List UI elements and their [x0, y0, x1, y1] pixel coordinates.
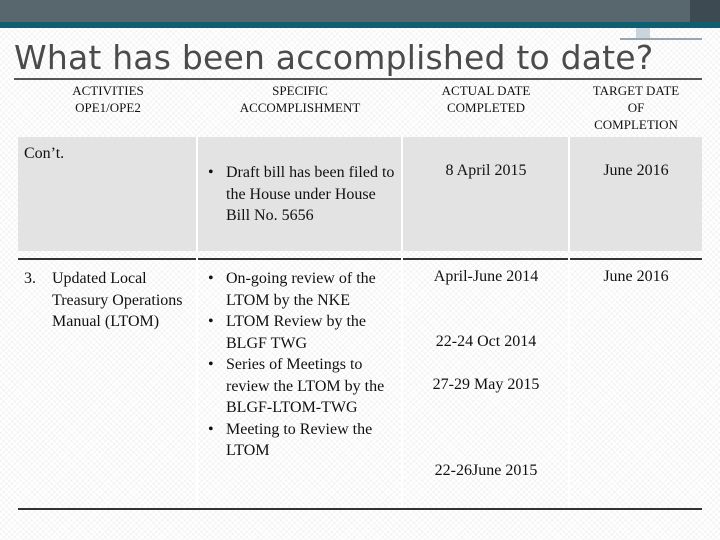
header-actual-line1: ACTUAL DATE	[441, 83, 531, 98]
top-decor-band-dark	[690, 0, 720, 22]
accomplishment-text: Draft bill has been filed to the House under House Bill No. 5656	[226, 164, 395, 224]
accent-decor-bar	[636, 28, 650, 38]
actual-date: 22-26June 2015	[434, 462, 538, 479]
list-item	[202, 354, 402, 419]
header-activities-line1: ACTIVITIES	[72, 83, 144, 98]
header-accomplishment-line2: ACCOMPLISHMENT	[239, 100, 361, 115]
header-actual-date	[406, 82, 566, 116]
header-target-date	[570, 82, 702, 133]
header-accomplishment	[200, 82, 400, 116]
bullet-icon: •	[208, 164, 214, 181]
accomplishment-text: Meeting to Review the LTOM	[226, 420, 373, 459]
column-separator	[568, 137, 570, 251]
header-target-line3: COMPLETION	[594, 117, 678, 132]
teal-decor-band	[0, 22, 720, 28]
target-date: June 2016	[603, 162, 669, 179]
actual-date: 8 April 2015	[445, 162, 527, 179]
accomplishment-text: On-going review of the LTOM by the NKE	[226, 270, 376, 309]
bullet-icon: •	[208, 356, 214, 373]
header-activities-line2: OPE1/OPE2	[75, 100, 141, 115]
title-underline	[14, 78, 702, 80]
header-target-line1: TARGET DATE	[592, 83, 680, 98]
header-actual-line2: COMPLETED	[447, 100, 525, 115]
row1-accomplishment-list	[202, 162, 402, 227]
target-date: June 2016	[603, 268, 669, 285]
header-accomplishment-line1: SPECIFIC	[272, 83, 328, 98]
column-separator	[196, 137, 198, 251]
bullet-icon: •	[208, 270, 214, 287]
activity-text: Updated Local Treasury Operations Manual (LTOM)	[52, 270, 183, 330]
actual-date: 22-24 Oct 2014	[435, 333, 537, 350]
header-activities	[38, 82, 178, 116]
row-divider	[18, 258, 702, 260]
accomplishment-text: Series of Meetings to review the LTOM by the BLGF-LTOM-TWG	[226, 356, 385, 416]
column-separator	[568, 258, 570, 510]
actual-date: April-June 2014	[433, 268, 539, 285]
list-item	[202, 162, 402, 227]
header-target-line2: OF	[627, 100, 645, 115]
table-bottom-rule	[18, 508, 702, 510]
actual-date: 27-29 May 2015	[432, 376, 540, 393]
list-item	[202, 311, 402, 354]
list-item	[202, 268, 402, 311]
bullet-icon: •	[208, 420, 214, 438]
list-item	[202, 419, 402, 462]
accomplishment-text: LTOM Review by the BLGF TWG	[226, 313, 366, 352]
row-continued-label: Con’t.	[24, 145, 65, 162]
activity-number: 3.	[24, 270, 36, 287]
row2-activity	[24, 268, 192, 333]
row2-accomplishment-list	[202, 268, 402, 462]
column-separator	[196, 258, 198, 510]
slide-title: What has been accomplished to date?	[14, 38, 654, 77]
bullet-icon: •	[208, 313, 214, 330]
top-decor-band	[0, 0, 690, 22]
